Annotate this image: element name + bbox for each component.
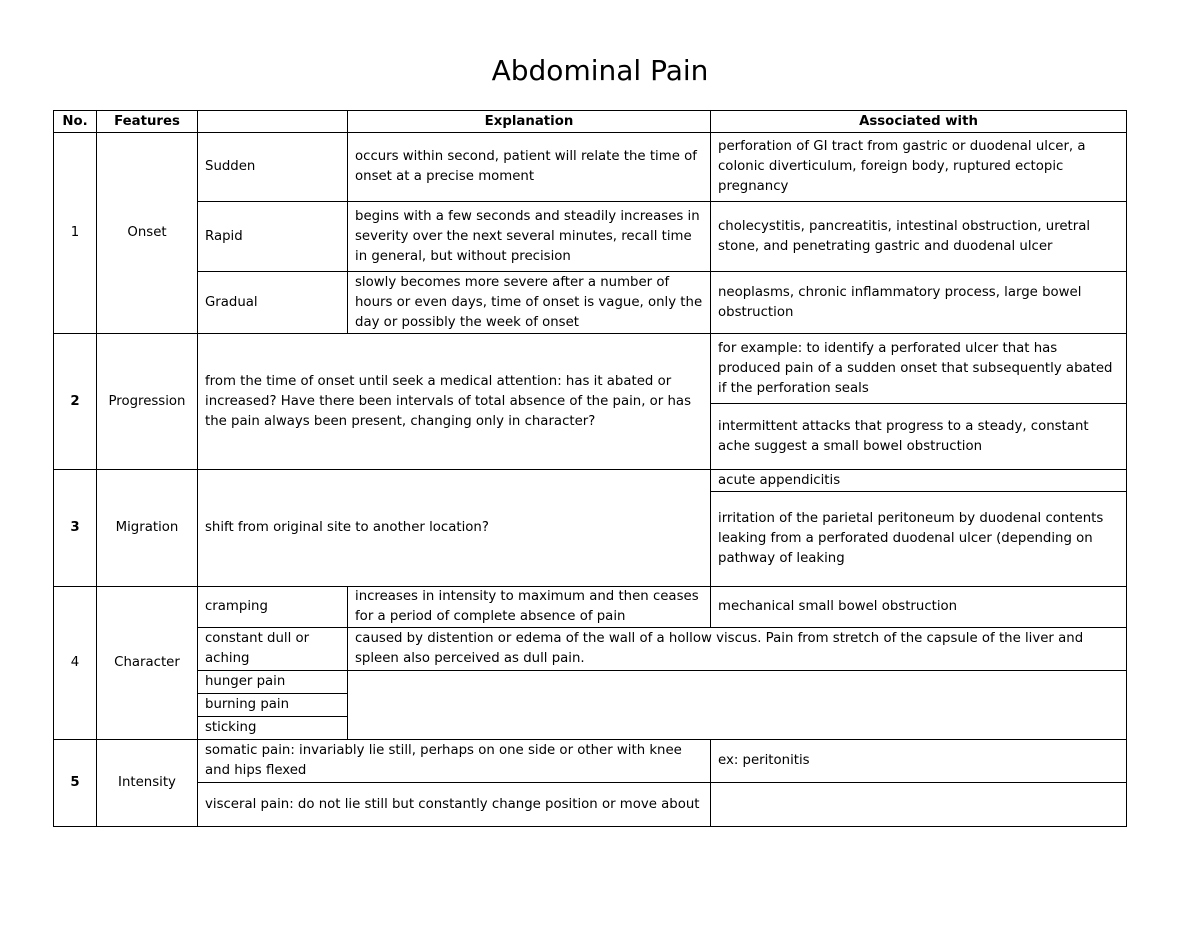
abdominal-pain-table — [53, 110, 1127, 827]
row-number: 1 — [54, 133, 97, 334]
onset-type: Rapid — [198, 202, 348, 272]
associated-cell: for example: to identify a perforated ulcer that has produced pain of a sudden onset that subsequently abated if the perforation seals — [711, 334, 1127, 404]
associated-cell: perforation of GI tract from gastric or duodenal ulcer, a colonic diverticulum, foreign body, ruptured ectopic pregnancy — [711, 133, 1127, 202]
associated-cell: mechanical small bowel obstruction — [711, 587, 1127, 628]
header-explanation: Explanation — [348, 111, 711, 133]
feature-name: Migration — [97, 470, 198, 587]
header-associated: Associated with — [711, 111, 1127, 133]
feature-name: Onset — [97, 133, 198, 334]
character-type: cramping — [198, 587, 348, 628]
associated-cell: cholecystitis, pancreatitis, intestinal obstruction, uretral stone, and penetrating gastric and duodenal ulcer — [711, 202, 1127, 272]
character-type: hunger pain — [198, 671, 348, 694]
explanation-cell: increases in intensity to maximum and then ceases for a period of complete absence of pain — [348, 587, 711, 628]
row-number: 3 — [54, 470, 97, 587]
header-blank — [198, 111, 348, 133]
empty-cell — [348, 671, 1127, 740]
onset-type: Sudden — [198, 133, 348, 202]
table-row — [54, 133, 1127, 202]
explanation-cell: caused by distention or edema of the wall of a hollow viscus. Pain from stretch of the capsule of the liver and spleen also perceived as dull pain. — [348, 628, 1127, 671]
header-features: Features — [97, 111, 198, 133]
explanation-cell: somatic pain: invariably lie still, perhaps on one side or other with knee and hips flexed — [198, 740, 711, 783]
table-row — [54, 783, 1127, 827]
associated-cell: ex: peritonitis — [711, 740, 1127, 783]
table-row — [54, 202, 1127, 272]
table-row — [54, 470, 1127, 492]
associated-cell: neoplasms, chronic inflammatory process, large bowel obstruction — [711, 272, 1127, 334]
associated-cell: irritation of the parietal peritoneum by duodenal contents leaking from a perforated duodenal ulcer (depending on pathway of leaking — [711, 492, 1127, 587]
table-row — [54, 587, 1127, 628]
table-row — [54, 740, 1127, 783]
feature-name: Character — [97, 587, 198, 740]
empty-cell — [711, 783, 1127, 827]
onset-type: Gradual — [198, 272, 348, 334]
explanation-cell: occurs within second, patient will relate the time of onset at a precise moment — [348, 133, 711, 202]
feature-name: Progression — [97, 334, 198, 470]
explanation-cell: begins with a few seconds and steadily increases in severity over the next several minutes, recall time in general, but without precision — [348, 202, 711, 272]
feature-name: Intensity — [97, 740, 198, 827]
explanation-cell: shift from original site to another location? — [198, 470, 711, 587]
character-type: burning pain — [198, 694, 348, 717]
table-row — [54, 334, 1127, 404]
character-type: sticking — [198, 717, 348, 740]
associated-cell: intermittent attacks that progress to a steady, constant ache suggest a small bowel obstruction — [711, 404, 1127, 470]
explanation-cell: slowly becomes more severe after a number of hours or even days, time of onset is vague, only the day or possibly the week of onset — [348, 272, 711, 334]
table-row — [54, 671, 1127, 694]
table-row — [54, 272, 1127, 334]
header-no: No. — [54, 111, 97, 133]
page-title: Abdominal Pain — [491, 54, 709, 87]
explanation-cell: visceral pain: do not lie still but constantly change position or move about — [198, 783, 711, 827]
row-number: 2 — [54, 334, 97, 470]
character-type: constant dull or aching — [198, 628, 348, 671]
table-row — [54, 628, 1127, 671]
row-number: 4 — [54, 587, 97, 740]
associated-cell: acute appendicitis — [711, 470, 1127, 492]
header-row — [54, 111, 1127, 133]
row-number: 5 — [54, 740, 97, 827]
explanation-cell: from the time of onset until seek a medical attention: has it abated or increased? Have there been intervals of total absence of the pain, or has the pain always been present, changing only in character? — [198, 334, 711, 470]
